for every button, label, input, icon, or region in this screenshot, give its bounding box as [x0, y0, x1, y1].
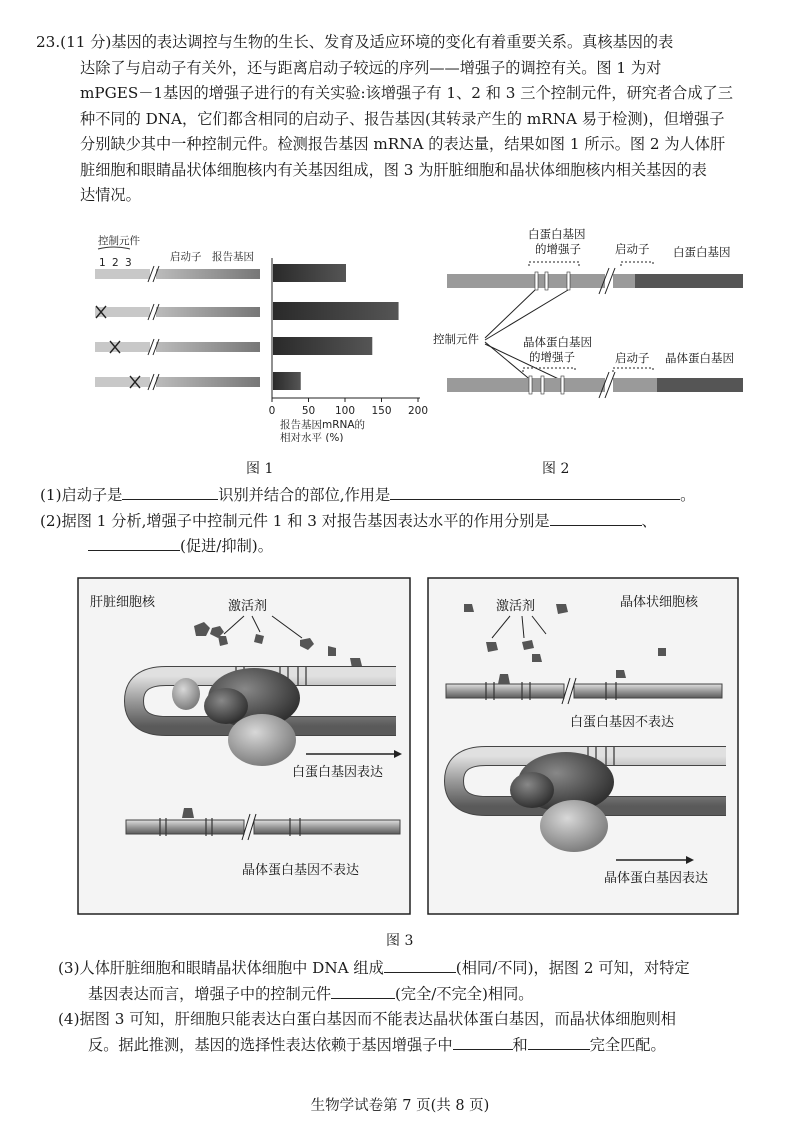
lens-panel-title: 晶体状细胞核 — [620, 595, 699, 610]
liver-panel — [78, 578, 410, 914]
figure-2 — [425, 222, 765, 422]
bar-4 — [273, 372, 301, 390]
bars-group — [273, 264, 399, 390]
figure-3-caption: 图 3 — [386, 933, 414, 949]
liver-crystallin-label: 晶体蛋白基因不表达 — [242, 863, 360, 878]
dna-construct-2 — [95, 304, 260, 320]
protein-complex — [172, 678, 200, 710]
lens-panel — [428, 578, 738, 914]
intro-line-6: 脏细胞和眼睛晶状体细胞核内有关基因组成，图 3 为肝脏细胞和晶状体细胞核内相关基因的表 — [80, 160, 707, 179]
intro-line-3: mPGES－1基因的增强子进行的有关实验:该增强子有 1、2 和 3 三个控制元件，研究者合成了三 — [80, 84, 733, 102]
control-elements-label-2: 控制元件 — [433, 332, 479, 346]
intro-line-4: 种不同的 DNA，它们都含相同的启动子、报告基因(其转录产生的 mRNA 易于检测)，但增强子 — [80, 109, 725, 128]
albumin-enhancer-label-2: 的增强子 — [535, 242, 581, 256]
x-tick-label: 50 — [301, 405, 316, 417]
x-tick-label: 150 — [371, 405, 392, 417]
figure-1 — [90, 222, 430, 442]
crystallin-enhancer-label-1: 晶体蛋白基因 — [523, 335, 592, 349]
dna-constructs — [95, 266, 260, 390]
intro-line-7: 达情况。 — [80, 186, 141, 204]
activator-molecule — [498, 674, 510, 684]
protein-complex — [204, 688, 248, 724]
bar-1 — [273, 264, 346, 282]
question-intro — [36, 30, 766, 209]
crystallin-dna — [447, 368, 743, 398]
crystallin-enhancer-label-2: 的增强子 — [529, 350, 575, 364]
lens-activator-label: 激活剂 — [496, 599, 536, 614]
promoter-label: 启动子 — [170, 251, 202, 263]
intro-line-5: 分别缺少其中一种控制元件。检测报告基因 mRNA 的表达量，结果如图 1 所示。图 2 为人体肝 — [80, 135, 726, 153]
sub-questions-3-4 — [58, 956, 788, 1058]
intro-line-2: 达除了与启动子有关外，还与距离启动子较远的序列——增强子的调控有关。图 1 为对 — [80, 58, 662, 77]
dna-construct-4 — [95, 374, 260, 390]
figure-1-caption: 图 1 — [246, 461, 274, 477]
dna-construct-3 — [95, 339, 260, 355]
liver-panel-title: 肝脏细胞核 — [90, 595, 156, 610]
element-2-label: 2 — [112, 257, 119, 269]
dna-construct-1 — [95, 266, 260, 282]
control-elements-label: 控制元件 — [98, 235, 140, 247]
element-3-label: 3 — [125, 257, 132, 269]
albumin-enhancer-label-1: 白蛋白基因 — [528, 227, 586, 241]
sub-questions-1-2 — [40, 483, 770, 560]
q3-line-1: (3)人体肝脏细胞和眼睛晶状体细胞中 DNA 组成 (相同/不同)，据图 2 可知，对特定 — [58, 959, 690, 977]
x-ticks-group — [269, 398, 428, 417]
element-1-label: 1 — [99, 257, 106, 269]
q4-line-1: (4)据图 3 可知，肝细胞只能表达白蛋白基因而不能表达晶状体蛋白基因，而晶状体细胞则相 — [58, 1010, 676, 1028]
q1-line: (1)启动子是 识别并结合的部位,作用是 。 — [40, 486, 696, 504]
q2-line-2: (促进/抑制)。 — [40, 534, 770, 560]
q4-line-2: 反。据此推测，基因的选择性表达依赖于基因增强子中 和 完全匹配。 — [88, 1035, 666, 1054]
figure-2-caption: 图 2 — [542, 461, 570, 477]
page-footer: 生物学试卷第 7 页(共 8 页) — [310, 1098, 490, 1114]
albumin-promoter-label: 启动子 — [615, 242, 650, 256]
brace — [98, 247, 130, 249]
bar-2 — [273, 302, 399, 320]
bar-3 — [273, 337, 372, 355]
albumin-gene-label: 白蛋白基因 — [673, 245, 731, 259]
liver-albumin-label: 白蛋白基因表达 — [292, 765, 384, 780]
reporter-gene-label: 报告基因 — [212, 251, 254, 263]
q2-line-1: (2)据图 1 分析,增强子中控制元件 1 和 3 对报告基因表达水平的作用分别是 、 — [40, 511, 657, 530]
x-tick-label: 0 — [268, 405, 276, 417]
rna-polymerase — [228, 714, 296, 766]
crystallin-promoter-label: 启动子 — [615, 351, 650, 365]
figure-3 — [76, 576, 741, 916]
lens-crystallin-label: 晶体蛋白基因表达 — [604, 871, 709, 886]
x-label-line-2: 相对水平 (%) — [280, 432, 344, 442]
liver-activator-label: 激活剂 — [228, 599, 268, 614]
protein-complex — [510, 772, 554, 808]
intro-line-1: 23.(11 分)基因的表达调控与生物的生长、发育及适应环境的变化有着重要关系。真核基因的表 — [36, 33, 674, 51]
x-tick-label: 200 — [407, 405, 429, 417]
lens-albumin-label: 白蛋白基因不表达 — [570, 715, 675, 730]
albumin-dna — [447, 262, 743, 294]
crystallin-gene-label: 晶体蛋白基因 — [665, 351, 734, 365]
x-tick-label: 100 — [334, 405, 356, 417]
rna-polymerase — [540, 800, 608, 852]
x-label-line-1: 报告基因mRNA的 — [280, 419, 366, 431]
q3-line-2: 基因表达而言，增强子中的控制元件 (完全/不完全)相同。 — [88, 984, 534, 1003]
activator-molecule — [182, 808, 194, 818]
